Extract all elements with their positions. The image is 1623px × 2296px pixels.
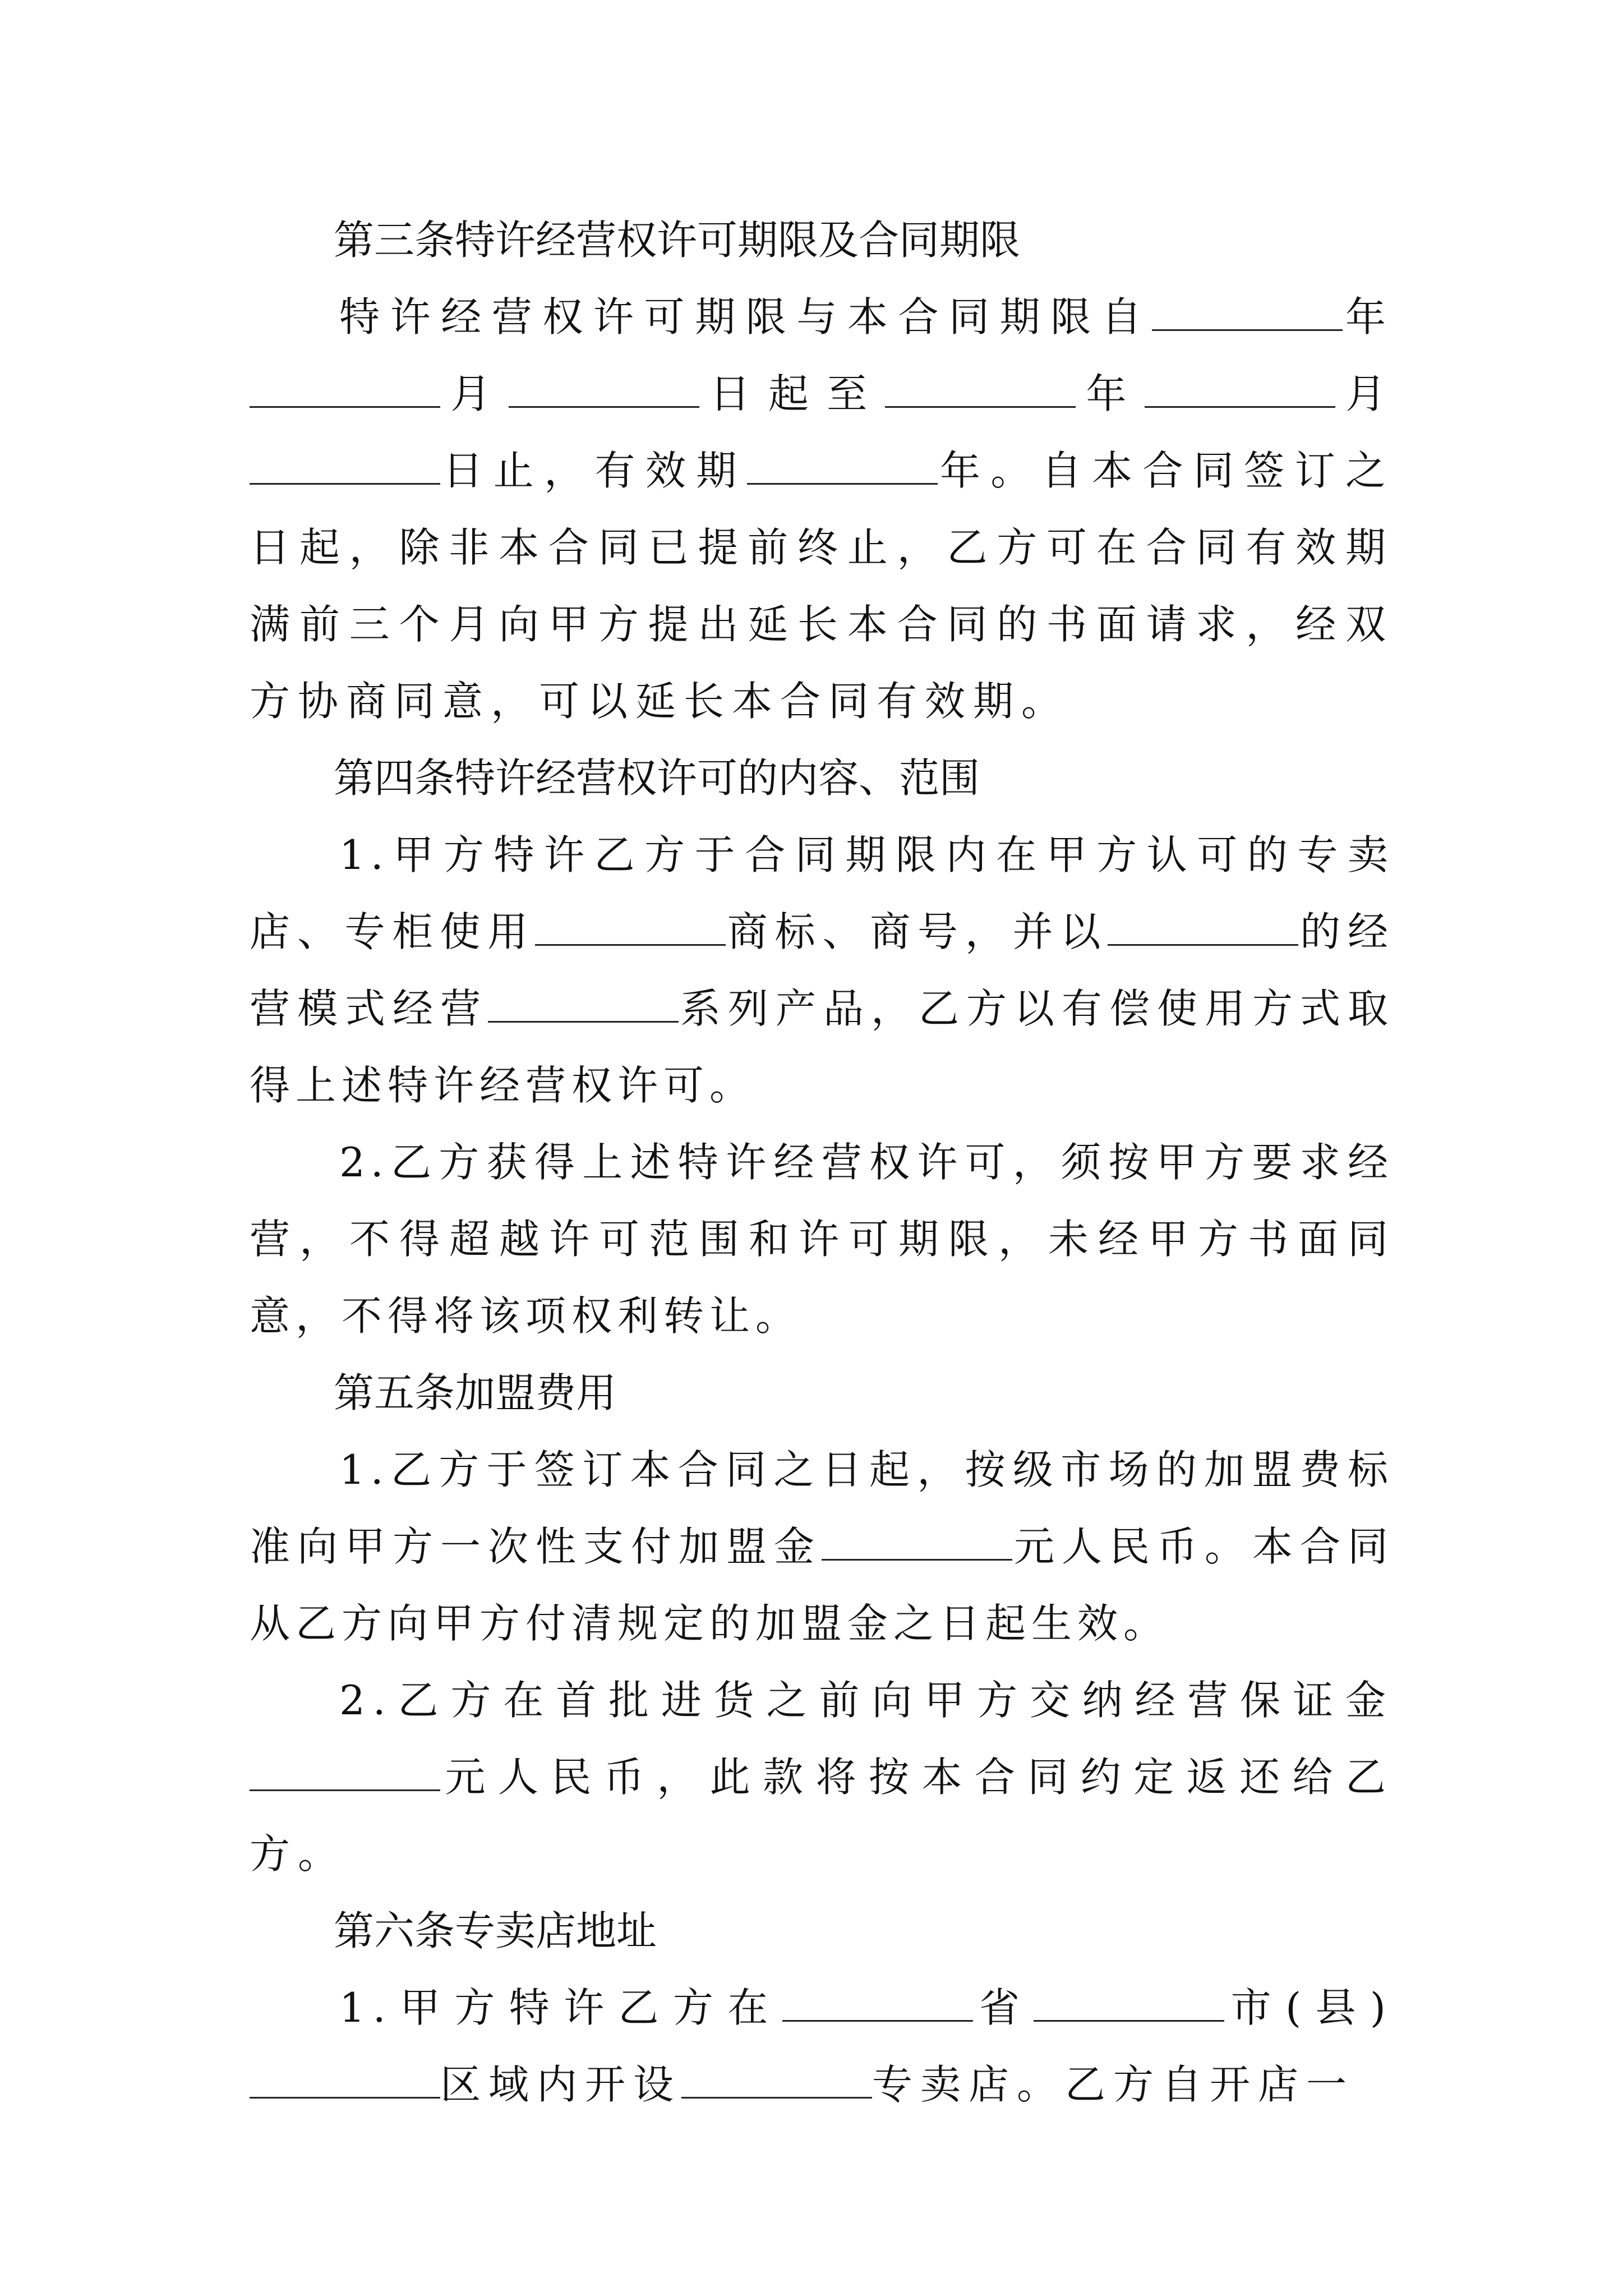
fill-blank-end-day[interactable] — [250, 449, 440, 485]
text-run: 2.乙方在首批进货之前向甲方交纳经营保证金 — [339, 1677, 1394, 1724]
text-run: 年 — [1343, 293, 1394, 341]
article-3-paragraph — [250, 279, 1394, 740]
fill-blank-province[interactable] — [782, 1986, 973, 2022]
text-run: 特许经营权许可期限与本合同期限自 — [339, 293, 1152, 341]
text-run: 年 — [1076, 370, 1145, 417]
fill-blank-business-model[interactable] — [1108, 910, 1298, 946]
article-5-paragraph-1 — [250, 1432, 1394, 1662]
text-run: 1.甲方特许乙方于合同期限内在甲方认可的专卖店、专柜使用 — [250, 831, 1394, 955]
fill-blank-end-year[interactable] — [885, 372, 1076, 408]
text-run: 市(县) — [1224, 1984, 1394, 2031]
fill-blank-city[interactable] — [1034, 1986, 1224, 2022]
article-4-paragraph-1 — [250, 817, 1394, 1124]
fill-blank-start-year[interactable] — [1152, 296, 1343, 331]
article-4-heading: 第四条特许经营权许可的内容、范围 — [334, 754, 980, 802]
text-run: 日止，有效期 — [440, 447, 747, 494]
text-run: 月 — [440, 370, 509, 417]
text-run: 区域内开设 — [440, 2061, 682, 2108]
contract-body — [250, 202, 1394, 2123]
fill-blank-end-month[interactable] — [1145, 372, 1335, 408]
fill-blank-trademark[interactable] — [535, 910, 726, 946]
text-run: 元人民币。本合同从乙方向甲方付清规定的加盟金之日起生效。 — [250, 1523, 1394, 1647]
fill-blank-validity-years[interactable] — [747, 449, 938, 485]
article-4-paragraph-2: 2.乙方获得上述特许经营权许可，须按甲方要求经营，不得超越许可范围和许可期限，未经甲方书面同意，不得将该项权利转让。 — [250, 1139, 1394, 1340]
fill-blank-start-day[interactable] — [509, 372, 699, 408]
text-run: 省 — [972, 1984, 1034, 2031]
fill-blank-deposit[interactable] — [250, 1756, 440, 1791]
fill-blank-start-month[interactable] — [250, 372, 440, 408]
fill-blank-district[interactable] — [250, 2063, 440, 2099]
article-3-heading: 第三条特许经营权许可期限及合同期限 — [334, 217, 1021, 264]
text-run: 1.甲方特许乙方在 — [339, 1984, 782, 2031]
text-run: 日起至 — [699, 370, 886, 417]
article-5-paragraph-2 — [250, 1662, 1394, 1893]
text-run: 月 — [1335, 370, 1394, 417]
text-run: 年。自本合同签订之日起，除非本合同已提前终止，乙方可在合同有效期满前三个月向甲方提出延长本合同的书面请求，经双方协商同意，可以延长本合同有效期。 — [250, 447, 1394, 725]
article-6-heading: 第六条专卖店地址 — [334, 1907, 657, 1954]
fill-blank-franchise-fee[interactable] — [822, 1525, 1012, 1561]
text-run: 商标、商号，并以 — [725, 908, 1108, 955]
text-run: 元人民币，此款将按本合同约定返还给乙方。 — [250, 1754, 1394, 1878]
article-6-paragraph-1 — [250, 1970, 1394, 2123]
article-5-heading: 第五条加盟费用 — [334, 1369, 617, 1416]
fill-blank-product-series[interactable] — [488, 987, 679, 1023]
text-run: 的经营模式经营 — [250, 908, 1394, 1032]
text-run: 系列产品，乙方以有偿使用方式取得上述特许经营权许可。 — [250, 985, 1394, 1109]
text-run: 专卖店。乙方自开店一 — [872, 2061, 1355, 2108]
text-run: 1.乙方于签订本合同之日起，按级市场的加盟费标准向甲方一次性支付加盟金 — [250, 1446, 1394, 1570]
fill-blank-store-name[interactable] — [681, 2063, 872, 2099]
